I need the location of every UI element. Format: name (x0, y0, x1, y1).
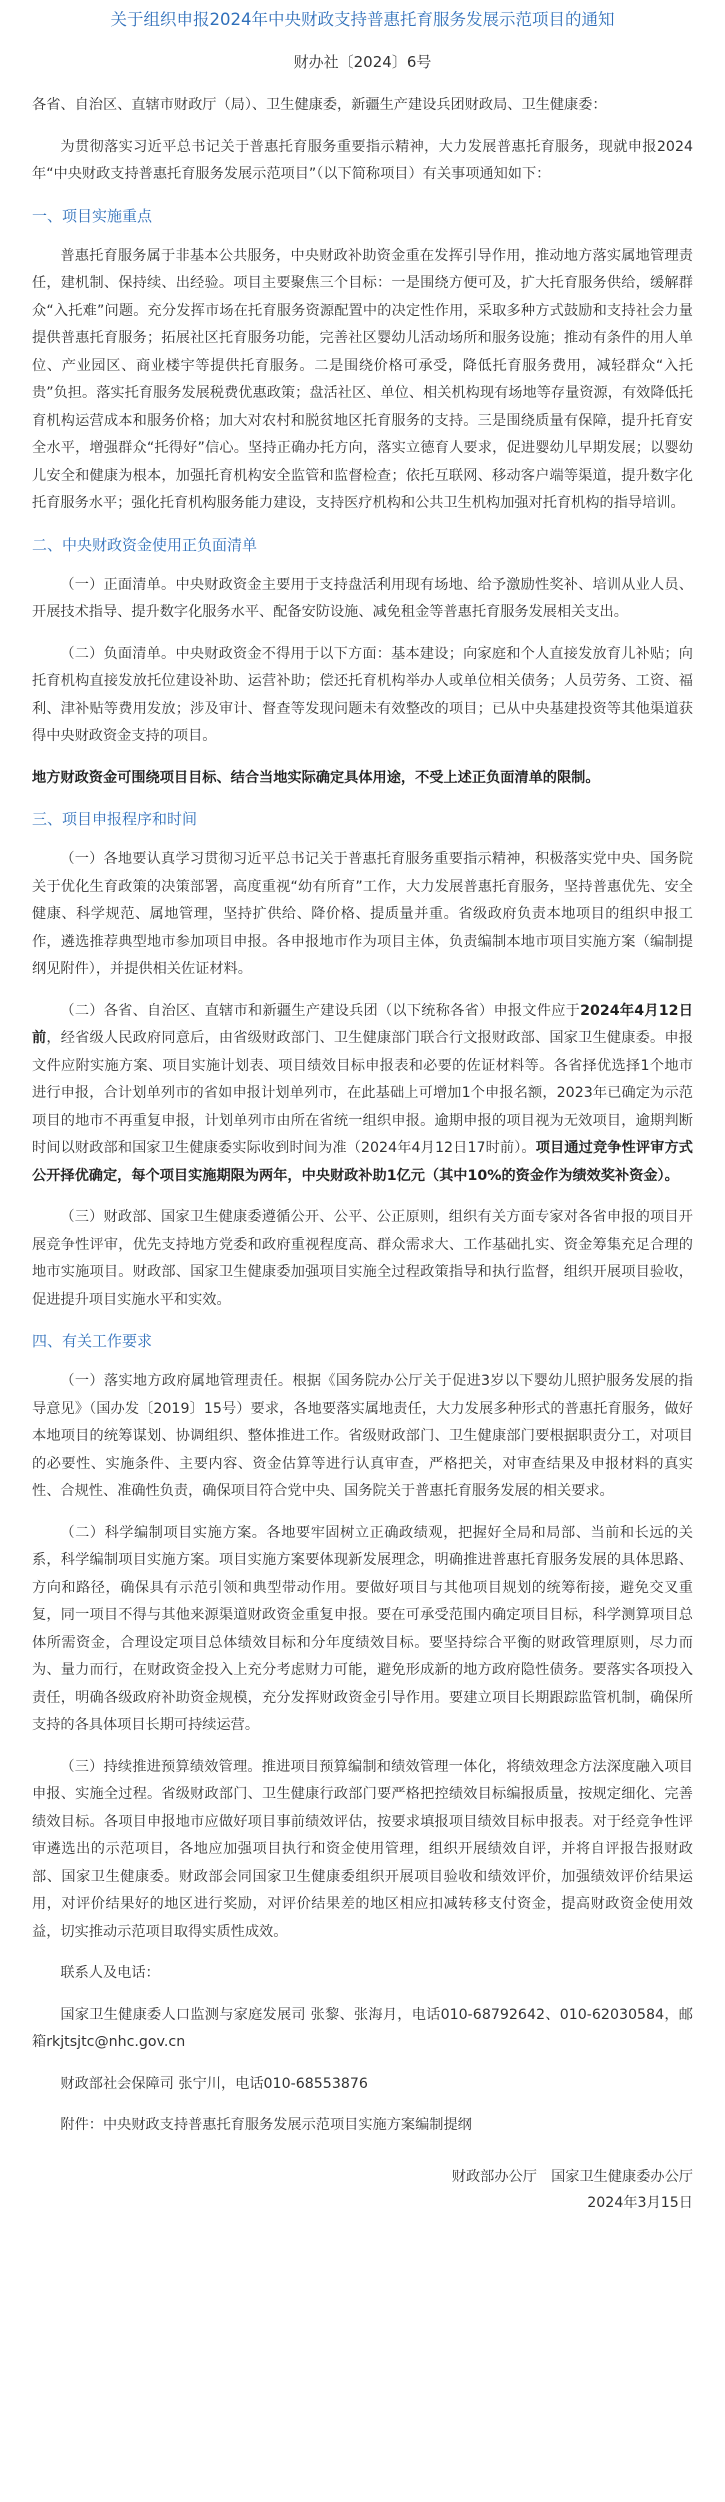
section-3-paragraph-1: （一）各地要认真学习贯彻习近平总书记关于普惠托育服务重要指示精神，积极落实党中央、国务院关于优化生育政策的决策部署，高度重视“幼有所育”工作，大力发展普惠托育服务，坚持普惠优先、安全健康、科学规范、属地管理，坚持扩供给、降价格、提质量并重。省级政府负责本地项目的组织申报工作，遴选推荐典型地市参加项目申报。各申报地市作为项目主体，负责编制本地市项目实施方案（编制提纲见附件），并提供相关佐证材料。 (32, 851, 693, 977)
section-1-heading: 一、项目实施重点 (32, 206, 153, 225)
section-4-heading: 四、有关工作要求 (32, 1332, 153, 1350)
section-1-paragraph: 普惠托育服务属于非基本公共服务，中央财政补助资金重在发挥引导作用，推动地方落实属地管理责任，建机制、保持续、出经验。项目主要聚焦三个目标：一是围绕方便可及，扩大托育服务供给，缓解群众“入托难”问题。充分发挥市场在托育服务资源配置中的决定性作用，采取多种方式鼓励和支持社会力量提供普惠托育服务；拓展社区托育服务功能，完善社区婴幼儿活动场所和服务设施；推动有条件的用人单位、产业园区、商业楼宇等提供托育服务。二是围绕价格可承受，降低托育服务费用，减轻群众“入托贵”负担。落实托育服务发展税费优惠政策；盘活社区、单位、相关机构现有场地等存量资源，有效降低托育机构运营成本和服务价格；加大对农村和脱贫地区托育服务的支持。三是围绕质量有保障，提升托育安全水平，增强群众“托得好”信心。坚持正确办托方向，落实立德育人要求，促进婴幼儿早期发展；以婴幼儿安全和健康为根本，加强托育机构安全监管和监督检查；依托互联网、移动客户端等渠道，提升数字化托育服务水平；强化托育机构服务能力建设，支持医疗机构和公共卫生机构加强对托育机构的指导培训。 (32, 247, 693, 511)
contact-nhc: 国家卫生健康委人口监测与家庭发展司 张黎、张海月，电话010-68792642、010-62030584，邮箱rkjtsjtc@nhc.gov.cn (32, 2006, 693, 2050)
section-3-deadline: 2024年4月12日前 (32, 1002, 693, 1046)
section-4-paragraph-3: （三）持续推进预算绩效管理。推进项目预算编制和绩效管理一体化，将绩效理念方法深度融入项目申报、实施全过程。省级财政部门、卫生健康行政部门要严格把控绩效目标编报质量，按规定细化、完善绩效目标。各项目申报地市应做好项目事前绩效评估，按要求填报项目绩效目标申报表。对于经竞争性评审遴选出的示范项目，各地应加强项目执行和资金使用管理，组织开展绩效自评，并将自评报告报财政部、国家卫生健康委。财政部会同国家卫生健康委组织开展项目验收和绩效评价，加强绩效评价结果运用，对评价结果好的地区进行奖励，对评价结果差的地区相应扣减转移支付资金，提高财政资金使用效益，切实推动示范项目取得实质性成效。 (32, 1758, 693, 1940)
addressees: 各省、自治区、直辖市财政厅（局）、卫生健康委，新疆生产建设兵团财政局、卫生健康委： (32, 97, 607, 113)
intro-paragraph: 为贯彻落实习近平总书记关于普惠托育服务重要指示精神，大力发展普惠托育服务，现就申报2024年“中央财政支持普惠托育服务发展示范项目”（以下简称项目）有关事项通知如下： (32, 138, 693, 182)
section-2-positive-list: （一）正面清单。中央财政资金主要用于支持盘活利用现有场地、给予激励性奖补、培训从业人员、开展技术指导、提升数字化服务水平、配备安防设施、减免租金等普惠托育服务发展相关支出。 (32, 576, 693, 620)
section-3-paragraph-3: （三）财政部、国家卫生健康委遵循公开、公平、公正原则，组织有关方面专家对各省申报的项目开展竞争性评审，优先支持地方党委和政府重视程度高、群众需求大、工作基础扎实、资金筹集充足合理的地市实施项目。财政部、国家卫生健康委加强项目实施全过程政策指导和执行监督，组织开展项目验收，促进提升项目实施水平和实效。 (32, 1209, 693, 1308)
section-3-paragraph-2 (32, 998, 693, 1191)
section-2-bold-note: 地方财政资金可围绕项目目标、结合当地实际确定具体用途，不受上述正负面清单的限制。 (32, 769, 600, 786)
signature-date: 2024年3月15日 (587, 2194, 693, 2211)
section-2-heading: 二、中央财政资金使用正负面清单 (32, 535, 258, 554)
document-number: 财办社〔2024〕6号 (293, 53, 432, 71)
section-2-negative-list: （二）负面清单。中央财政资金不得用于以下方面：基本建设；向家庭和个人直接发放育儿补贴；向托育机构直接发放托位建设补助、运营补助；偿还托育机构举办人或单位相关债务；人员劳务、工资、福利、津补贴等费用发放；涉及审计、督查等发现问题未有效整改的项目；已从中央基建投资等其他渠道获得中央财政资金支持的项目。 (32, 645, 693, 744)
contacts-label: 联系人及电话： (60, 1965, 160, 1981)
section-3-p2-text-b: ，经省级人民政府同意后，由省级财政部门、卫生健康部门联合行文报财政部、国家卫生健康委。申报文件应附实施方案、项目实施计划表、项目绩效目标申报表和必要的佐证材料等。各省择优选择1个地市进行申报，合计划单列市的省如申报计划单列市，在此基础上可增加1个申报名额，2023年已确定为示范项目的地市不再重复申报，计划单列市由所在省统一组织申报。逾期申报的项目视为无效项目，逾期判断时间以财政部和国家卫生健康委实际收到时间为准（2024年4月12日17时前）。 (32, 1030, 693, 1156)
section-3-p2-text-a: （二）各省、自治区、直辖市和新疆生产建设兵团（以下统称各省）申报文件应于 (60, 1002, 581, 1019)
signature-orgs: 财政部办公厅 国家卫生健康委办公厅 (451, 2168, 693, 2185)
attachment: 附件：中央财政支持普惠托育服务发展示范项目实施方案编制提纲 (60, 2117, 472, 2133)
contact-mof: 财政部社会保障司 张宁川，电话010-68553876 (60, 2075, 368, 2092)
document-title: 关于组织申报2024年中央财政支持普惠托育服务发展示范项目的通知 (110, 10, 615, 29)
section-4-paragraph-1: （一）落实地方政府属地管理责任。根据《国务院办公厅关于促进3岁以下婴幼儿照护服务发展的指导意见》（国办发〔2019〕15号）要求，各地要落实属地责任，大力发展多种形式的普惠托育服务，做好本地项目的统筹谋划、协调组织、整体推进工作。省级财政部门、卫生健康部门要根据职责分工，对项目的必要性、实施条件、主要内容、资金估算等进行认真审查，严格把关，对审查结果及申报材料的真实性、合规性、准确性负责，确保项目符合党中央、国务院关于普惠托育服务发展的相关要求。 (32, 1373, 693, 1499)
section-4-paragraph-2: （二）科学编制项目实施方案。各地要牢固树立正确政绩观，把握好全局和局部、当前和长远的关系，科学编制项目实施方案。项目实施方案要体现新发展理念，明确推进普惠托育服务发展的具体思路、方向和路径，确保具有示范引领和典型带动作用。要做好项目与其他项目规划的统筹衔接，避免交叉重复，同一项目不得与其他来源渠道财政资金重复申报。要在可承受范围内确定项目目标，科学测算项目总体所需资金，合理设定项目总体绩效目标和分年度绩效目标。要坚持综合平衡的财政管理原则，尽力而为、量力而行，在财政资金投入上充分考虑财力可能，避免形成新的地方政府隐性债务。要落实各项投入责任，明确各级政府补助资金规模，充分发挥财政资金引导作用。要建立项目长期跟踪监管机制，确保所支持的各具体项目长期可持续运营。 (32, 1524, 693, 1733)
section-3-heading: 三、项目申报程序和时间 (32, 810, 198, 828)
section-3-p2-bold: 项目通过竞争性评审方式公开择优确定，每个项目实施期限为两年，中央财政补助1亿元（其中10%的资金作为绩效奖补资金）。 (32, 1140, 693, 1184)
